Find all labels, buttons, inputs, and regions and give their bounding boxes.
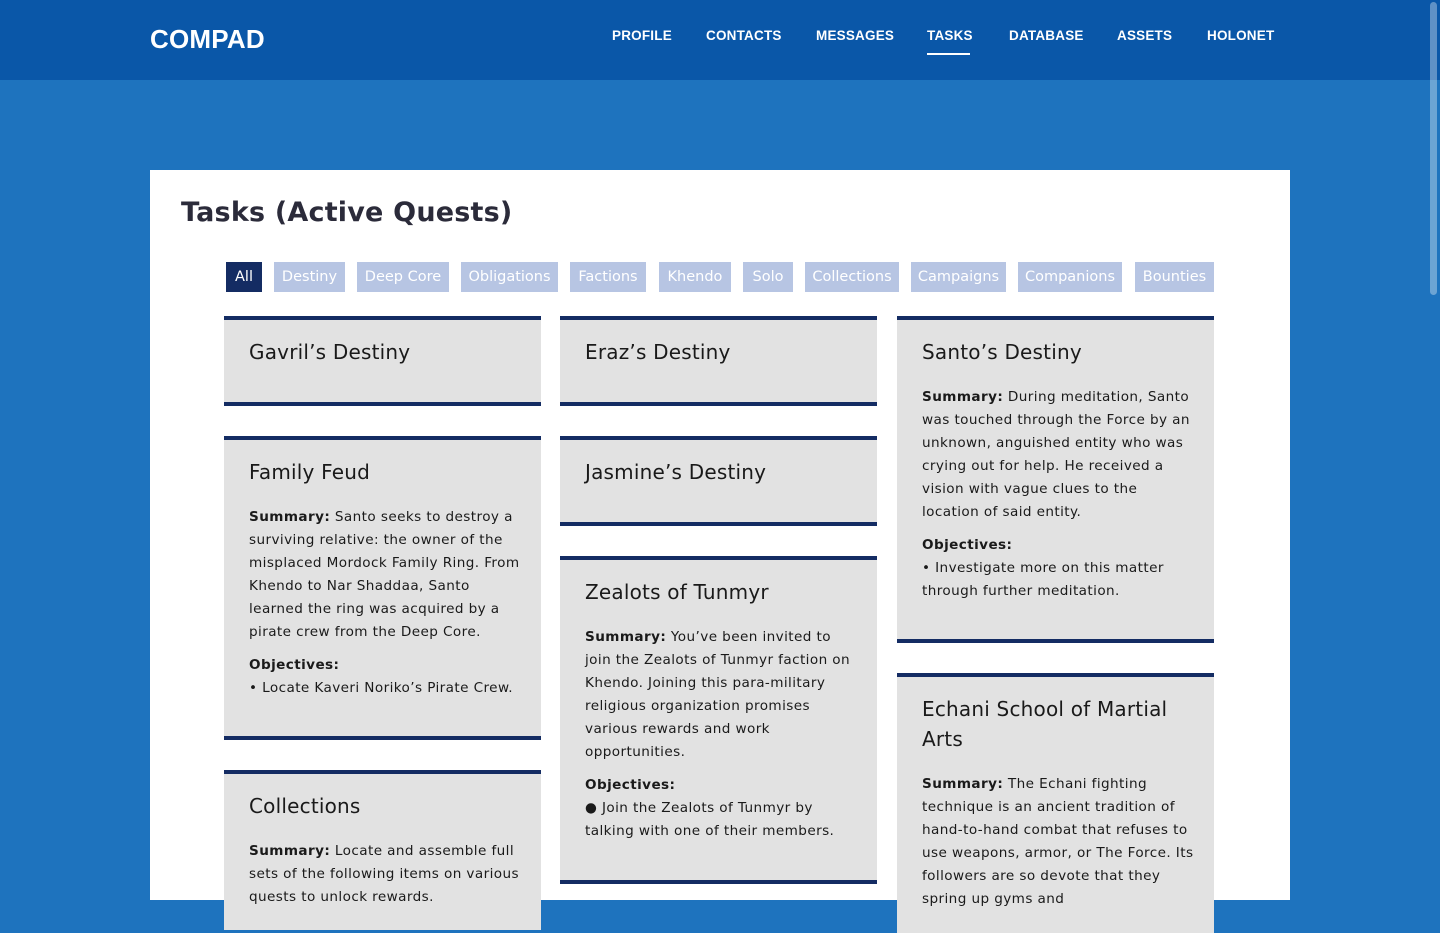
objective-item: • Investigate more on this matter through further meditation.: [922, 560, 1164, 599]
summary-label: Summary:: [922, 776, 1004, 792]
objectives-label: Objectives:: [249, 657, 340, 673]
filter-bounties[interactable]: Bounties: [1135, 262, 1214, 292]
filter-factions[interactable]: Factions: [570, 262, 646, 292]
summary-text: The Echani fighting technique is an ancient tradition of hand-to-hand combat that refuses to use weapons, armor, or The Force. Its followers are so devote that they spring up gyms and: [922, 776, 1194, 907]
quest-title: Echani School of Martial Arts: [922, 697, 1168, 751]
quest-body: [922, 386, 1197, 603]
objectives-label: Objectives:: [585, 777, 676, 793]
nav-assets[interactable]: ASSETS: [1117, 28, 1173, 43]
nav-holonet[interactable]: HOLONET: [1207, 28, 1275, 43]
quest-summary: [922, 773, 1197, 911]
scrollbar-thumb[interactable]: [1430, 2, 1437, 295]
quest-summary: [922, 386, 1197, 524]
quest-title: Zealots of Tunmyr: [585, 580, 769, 604]
summary-label: Summary:: [249, 509, 331, 525]
summary-text: You’ve been invited to join the Zealots of Tunmyr faction on Khendo. Joining this para-military religious organization promises various rewards and work opportunities.: [585, 629, 851, 760]
quest-title: Gavril’s Destiny: [249, 340, 411, 364]
objectives-label: Objectives:: [922, 537, 1013, 553]
quest-title: Santo’s Destiny: [922, 340, 1082, 364]
quest-card-family-feud[interactable]: [224, 436, 541, 740]
active-nav-indicator: [927, 53, 970, 55]
quest-card-gavrils-destiny[interactable]: [224, 316, 541, 406]
filter-collections[interactable]: Collections: [805, 262, 899, 292]
summary-label: Summary:: [249, 843, 331, 859]
brand-logo[interactable]: COMPAD: [150, 24, 265, 54]
quest-body: [922, 773, 1197, 911]
filter-campaigns[interactable]: Campaigns: [911, 262, 1006, 292]
quest-card-zealots-of-tunmyr[interactable]: [560, 556, 877, 884]
objective-item: ● Join the Zealots of Tunmyr by talking with one of their members.: [585, 800, 835, 839]
filter-solo[interactable]: Solo: [743, 262, 793, 292]
filter-khendo[interactable]: Khendo: [659, 262, 731, 292]
quest-card-collections[interactable]: [224, 770, 541, 930]
quest-title: Jasmine’s Destiny: [585, 460, 767, 484]
summary-label: Summary:: [585, 629, 667, 645]
quest-card-echani-school[interactable]: [897, 673, 1214, 933]
filter-deep-core[interactable]: Deep Core: [357, 262, 449, 292]
quest-summary: [249, 506, 524, 644]
quest-body: [249, 506, 524, 700]
quest-card-santos-destiny[interactable]: [897, 316, 1214, 643]
quest-objectives: [585, 774, 860, 843]
nav-contacts[interactable]: CONTACTS: [706, 28, 782, 43]
quest-summary: [249, 840, 524, 909]
nav-messages[interactable]: MESSAGES: [816, 28, 895, 43]
summary-text: Santo seeks to destroy a surviving relative: the owner of the misplaced Mordock Family Ring. From Khendo to Nar Shaddaa, Santo learned the ring was acquired by a pirate crew from the Deep Core.: [249, 509, 520, 640]
summary-text: Locate and assemble full sets of the following items on various quests to unlock rewards.: [249, 843, 519, 905]
page-title: Tasks (Active Quests): [181, 197, 513, 228]
quest-objectives: [922, 534, 1197, 603]
nav-tasks[interactable]: TASKS: [927, 28, 973, 43]
filter-obligations[interactable]: Obligations: [461, 262, 558, 292]
quest-card-erazs-destiny[interactable]: [560, 316, 877, 406]
filter-destiny[interactable]: Destiny: [274, 262, 345, 292]
nav-database[interactable]: DATABASE: [1009, 28, 1084, 43]
quest-body: [249, 840, 524, 909]
quest-objectives: [249, 654, 524, 700]
summary-label: Summary:: [922, 389, 1004, 405]
quest-title: Family Feud: [249, 460, 370, 484]
filter-companions[interactable]: Companions: [1018, 262, 1122, 292]
quest-title: Collections: [249, 794, 361, 818]
quest-body: [585, 626, 860, 843]
filter-all[interactable]: All: [226, 262, 262, 292]
objective-item: • Locate Kaveri Noriko’s Pirate Crew.: [249, 680, 513, 696]
quest-title: Eraz’s Destiny: [585, 340, 731, 364]
quest-summary: [585, 626, 860, 764]
summary-text: During meditation, Santo was touched through the Force by an unknown, anguished entity who was crying out for help. He received a vision with vague clues to the location of said entity.: [922, 389, 1190, 520]
quest-card-jasmines-destiny[interactable]: [560, 436, 877, 526]
nav-profile[interactable]: PROFILE: [612, 28, 672, 43]
top-navbar: [0, 0, 1440, 80]
